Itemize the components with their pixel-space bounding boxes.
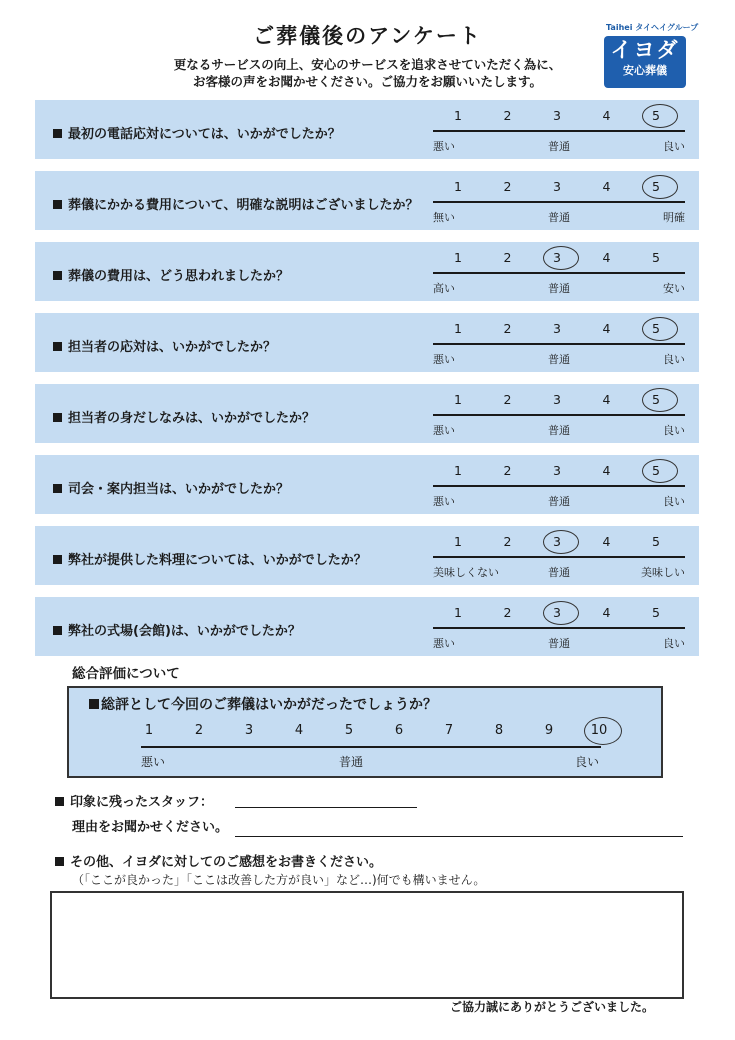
overall-option-3[interactable]: 3 <box>244 723 254 738</box>
rating-scale <box>433 321 685 369</box>
rating-option-3[interactable]: 3 <box>553 321 561 336</box>
scale-left-label: 悪い <box>433 637 455 650</box>
company-logo <box>604 22 699 90</box>
overall-option-5[interactable]: 5 <box>344 723 354 738</box>
scale-mid-label: 普通 <box>548 637 570 650</box>
question-row <box>35 526 699 585</box>
rating-option-1[interactable]: 1 <box>454 250 462 265</box>
selected-circle-mark <box>543 246 579 270</box>
selected-circle-mark <box>642 175 678 199</box>
intro-line-2: お客様の声をお聞かせください。ご協力をお願いいたします。 <box>192 74 542 89</box>
rating-option-5[interactable]: 5 <box>652 321 660 336</box>
logo-main-text: イヨダ <box>610 38 680 62</box>
bullet-square-icon <box>55 797 64 806</box>
scale-line <box>433 130 685 132</box>
scale-mid-label: 普通 <box>548 424 570 437</box>
overall-scale-line <box>141 746 601 748</box>
scale-left-label: 美味しくない <box>433 566 499 579</box>
bullet-square-icon <box>53 555 62 564</box>
comments-hint: （「ここが良かった」「ここは改善した方が良い」など…)何でも構いません。 <box>72 873 486 887</box>
scale-mid-label: 普通 <box>548 566 570 579</box>
rating-scale <box>433 250 685 298</box>
rating-option-3[interactable]: 3 <box>553 108 561 123</box>
overall-option-4[interactable]: 4 <box>294 723 304 738</box>
rating-option-5[interactable]: 5 <box>652 250 660 265</box>
scale-right-label: 良い <box>663 495 685 508</box>
comments-label: その他、イヨダに対してのご感想をお書きください。 <box>70 855 383 870</box>
rating-option-2[interactable]: 2 <box>503 463 512 478</box>
scale-right-label: 明確 <box>663 211 685 224</box>
scale-left-label: 悪い <box>433 353 455 366</box>
rating-option-1[interactable]: 1 <box>454 463 462 478</box>
bullet-square-icon <box>53 413 62 422</box>
staff-section <box>55 791 213 810</box>
reason-label: 理由をお聞かせください。 <box>72 820 229 835</box>
rating-option-3[interactable]: 3 <box>553 534 561 549</box>
question-label: 担当者の応対は、いかがでしたか？ <box>68 340 277 355</box>
scale-right-label: 安い <box>663 282 685 295</box>
rating-option-3[interactable]: 3 <box>553 392 561 407</box>
scale-right-label: 美味しい <box>641 566 685 579</box>
overall-rating-box <box>67 686 663 778</box>
rating-option-5[interactable]: 5 <box>652 108 660 123</box>
overall-scale-left-label: 悪い <box>141 755 166 769</box>
logo-sub-text: 安心葬儀 <box>623 64 667 77</box>
overall-option-8[interactable]: 8 <box>494 723 504 738</box>
question-label: 弊社の式場(会館)は、いかがでしたか？ <box>68 624 301 639</box>
scale-mid-label: 普通 <box>548 140 570 153</box>
selected-circle-mark <box>642 104 678 128</box>
rating-option-2[interactable]: 2 <box>503 179 512 194</box>
question-text <box>53 407 315 426</box>
rating-option-5[interactable]: 5 <box>652 534 660 549</box>
staff-label: 印象に残ったスタッフ： <box>70 795 214 810</box>
staff-name-field[interactable] <box>235 807 417 808</box>
bullet-square-icon <box>89 699 99 709</box>
logo-badge <box>604 36 686 88</box>
scale-mid-label: 普通 <box>548 282 570 295</box>
selected-circle-mark <box>642 317 678 341</box>
rating-option-1[interactable]: 1 <box>454 534 462 549</box>
rating-option-5[interactable]: 5 <box>652 392 660 407</box>
scale-line <box>433 556 685 558</box>
rating-option-2[interactable]: 2 <box>503 605 512 620</box>
overall-section-title: 総合評価について <box>72 666 180 682</box>
scale-line <box>433 414 685 416</box>
bullet-square-icon <box>53 626 62 635</box>
question-text <box>53 549 367 568</box>
scale-left-label: 悪い <box>433 140 455 153</box>
scale-left-label: 無い <box>433 211 455 224</box>
rating-option-5[interactable]: 5 <box>652 463 660 478</box>
rating-option-4[interactable]: 4 <box>602 463 611 478</box>
selected-circle-mark <box>543 601 579 625</box>
page-title: ご葬儀後のアンケート <box>253 24 482 48</box>
overall-option-2[interactable]: 2 <box>194 723 204 738</box>
overall-question <box>89 694 437 714</box>
rating-option-2[interactable]: 2 <box>503 250 512 265</box>
rating-option-5[interactable]: 5 <box>652 179 660 194</box>
question-text <box>53 194 418 213</box>
rating-option-2[interactable]: 2 <box>503 108 512 123</box>
scale-mid-label: 普通 <box>548 211 570 224</box>
rating-option-3[interactable]: 3 <box>553 179 561 194</box>
scale-right-label: 良い <box>663 424 685 437</box>
overall-rating-scale <box>141 723 608 773</box>
rating-option-1[interactable]: 1 <box>454 321 462 336</box>
rating-option-4[interactable]: 4 <box>602 392 611 407</box>
reason-section <box>72 816 228 835</box>
bullet-square-icon <box>53 271 62 280</box>
bullet-square-icon <box>53 200 62 209</box>
scale-right-label: 良い <box>663 353 685 366</box>
overall-question-text: 総評として今回のご葬儀はいかがだったでしょうか？ <box>101 697 437 713</box>
scale-right-label: 良い <box>663 637 685 650</box>
scale-mid-label: 普通 <box>548 495 570 508</box>
question-row <box>35 597 699 656</box>
rating-option-3[interactable]: 3 <box>553 605 561 620</box>
rating-scale <box>433 605 685 653</box>
overall-option-9[interactable]: 9 <box>544 723 554 738</box>
rating-option-2[interactable]: 2 <box>503 392 512 407</box>
question-label: 担当者の身だしなみは、いかがでしたか？ <box>68 411 316 426</box>
thanks-text: ご協力誠にありがとうございました。 <box>450 1000 655 1014</box>
scale-line <box>433 201 685 203</box>
selected-circle-mark <box>642 459 678 483</box>
question-text <box>53 123 341 142</box>
rating-option-3[interactable]: 3 <box>553 250 561 265</box>
overall-scale-mid-label: 普通 <box>338 755 364 769</box>
rating-scale <box>433 392 685 440</box>
reason-field[interactable] <box>235 836 683 837</box>
bullet-square-icon <box>53 484 62 493</box>
rating-option-3[interactable]: 3 <box>553 463 561 478</box>
scale-line <box>433 343 685 345</box>
selected-circle-mark <box>543 530 579 554</box>
question-text <box>53 478 289 497</box>
question-row <box>35 171 699 230</box>
question-row <box>35 100 699 159</box>
overall-option-6[interactable]: 6 <box>394 723 404 738</box>
scale-right-label: 良い <box>663 140 685 153</box>
question-text <box>53 265 289 284</box>
logo-brand-text: Taihei タイヘイグループ <box>606 23 699 32</box>
question-label: 弊社が提供した料理については、いかがでしたか？ <box>68 553 367 568</box>
question-label: 司会・案内担当は、いかがでしたか？ <box>68 482 290 497</box>
overall-option-1[interactable]: 1 <box>144 723 154 738</box>
rating-option-2[interactable]: 2 <box>503 321 512 336</box>
rating-option-1[interactable]: 1 <box>454 108 462 123</box>
rating-option-1[interactable]: 1 <box>454 392 462 407</box>
question-label: 葬儀にかかる費用について、明確な説明はございましたか？ <box>68 198 419 213</box>
rating-option-1[interactable]: 1 <box>454 179 462 194</box>
rating-option-5[interactable]: 5 <box>652 605 660 620</box>
scale-line <box>433 272 685 274</box>
bullet-square-icon <box>53 129 62 138</box>
rating-option-4[interactable]: 4 <box>602 321 611 336</box>
logo-brand <box>604 22 699 33</box>
rating-option-1[interactable]: 1 <box>454 605 462 620</box>
scale-left-label: 悪い <box>433 495 455 508</box>
scale-line <box>433 627 685 629</box>
rating-option-4[interactable]: 4 <box>602 108 611 123</box>
question-row <box>35 242 699 301</box>
overall-option-10[interactable]: 10 <box>590 723 608 738</box>
question-label: 葬儀の費用は、どう思われましたか？ <box>68 269 290 284</box>
rating-option-2[interactable]: 2 <box>503 534 512 549</box>
selected-circle-mark <box>584 717 622 745</box>
scale-mid-label: 普通 <box>548 353 570 366</box>
question-text <box>53 620 301 639</box>
overall-option-7[interactable]: 7 <box>444 723 454 738</box>
question-row <box>35 384 699 443</box>
overall-scale-right-label: 良い <box>574 755 599 769</box>
rating-scale <box>433 179 685 227</box>
bullet-square-icon <box>55 857 64 866</box>
comments-textarea[interactable] <box>50 891 684 999</box>
rating-option-4[interactable]: 4 <box>602 605 611 620</box>
bullet-square-icon <box>53 342 62 351</box>
question-label: 最初の電話応対については、いかがでしたか？ <box>68 127 341 142</box>
rating-scale <box>433 463 685 511</box>
comments-section <box>55 851 382 870</box>
question-row <box>35 313 699 372</box>
scale-left-label: 高い <box>433 282 455 295</box>
rating-scale <box>433 534 685 582</box>
question-row <box>35 455 699 514</box>
selected-circle-mark <box>642 388 678 412</box>
rating-option-4[interactable]: 4 <box>602 179 611 194</box>
question-text <box>53 336 276 355</box>
scale-line <box>433 485 685 487</box>
scale-left-label: 悪い <box>433 424 455 437</box>
rating-option-4[interactable]: 4 <box>602 250 611 265</box>
rating-option-4[interactable]: 4 <box>602 534 611 549</box>
rating-scale <box>433 108 685 156</box>
intro-line-1: 更なるサービスの向上、安心のサービスを追求させていただく為に、 <box>173 57 562 72</box>
